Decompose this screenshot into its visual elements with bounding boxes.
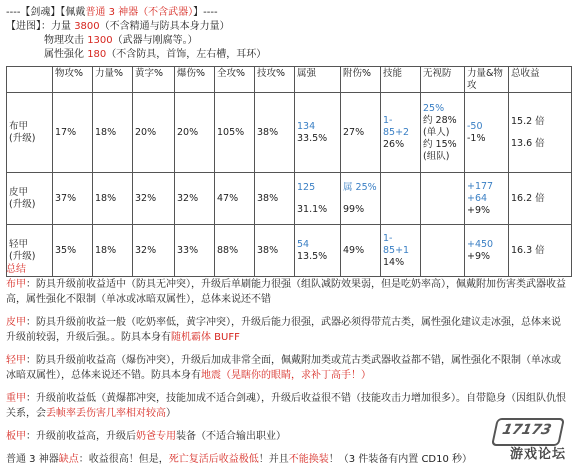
row-label <box>7 173 53 225</box>
watermark-text: 游戏论坛 <box>509 447 566 462</box>
row-label <box>7 93 53 173</box>
table-cell: 27% <box>341 93 381 173</box>
table-cell: 47% <box>215 173 255 225</box>
table-cell <box>421 173 465 225</box>
armor-label: 皮甲 <box>6 317 26 328</box>
row-label-sub: (升级) <box>9 132 36 144</box>
summary-text: ） <box>166 408 176 419</box>
row-label-name: 轻甲 <box>9 238 29 250</box>
watermark-logo-text: 17173 <box>500 422 553 438</box>
stat-element-note: （不含防具，首饰，左右槽，耳环） <box>106 49 267 60</box>
summary-highlight: 奶爸专用 <box>136 431 176 442</box>
cell-value: 14% <box>383 256 405 268</box>
armor-label: 轻甲 <box>6 355 26 366</box>
table-cell <box>465 93 509 173</box>
table-cell: 20% <box>175 93 215 173</box>
summary-text: ：防具升级前收益高（爆伤冲突），升级后加成非常全面，佩戴附加类或荒古类武器收益都不错，属性强化不限制（单冰或冰暗双属性），总体来说还不错。防具本身有 <box>6 355 561 381</box>
summary-section <box>6 262 566 467</box>
header-cell: 附伤% <box>341 67 381 93</box>
cell-value: 约 28% <box>423 114 457 126</box>
table-cell: 18% <box>93 225 133 277</box>
summary-title: 总结 <box>6 264 26 275</box>
row-label-name: 布甲 <box>9 120 29 132</box>
header-cell: 技能 <box>381 67 421 93</box>
table-cell: 38% <box>255 225 295 277</box>
stat-strength-line <box>6 20 230 33</box>
total-value: 15.2 倍 <box>511 115 545 127</box>
stat-element-line <box>44 48 266 61</box>
cell-value: (组队) <box>423 150 450 162</box>
summary-text: 装备（不适合输出职业） <box>176 431 286 442</box>
summary-highlight: 不能换装 <box>288 454 329 465</box>
table-cell: 33% <box>175 225 215 277</box>
cell-value: (单人) <box>423 126 450 138</box>
header-cell: 属强 <box>295 67 341 93</box>
header-cell: 物攻% <box>53 67 93 93</box>
stat-element-value: 180 <box>87 49 107 60</box>
cell-value: 约 15% <box>423 138 457 150</box>
stat-attack-note: （武器与刚腐等。） <box>112 35 198 46</box>
table-cell: 16.3 倍 <box>509 225 572 277</box>
header-cell: 力量&物攻 <box>465 67 509 93</box>
stat-element-label: 属性强化 <box>44 49 88 60</box>
summary-highlight: 缺点 <box>58 454 79 465</box>
total-value: 13.6 倍 <box>511 137 545 149</box>
cell-value: 99% <box>343 203 365 215</box>
title-suffix: 】---- <box>193 7 218 18</box>
summary-highlight: 随机霸体 BUFF <box>171 332 240 343</box>
watermark-logo <box>491 418 565 446</box>
summary-zhongjia <box>6 391 566 421</box>
header-cell: 总收益 <box>509 67 572 93</box>
header-cell: 黄字% <box>133 67 175 93</box>
table-cell <box>295 173 341 225</box>
summary-text: ：升级前收益低（黄爆都冲突，技能加成不适合剑魂），升级后收益很不错（技能攻击力增加很多）。自带隐身（因组队仇恨关系，会 <box>6 393 566 419</box>
summary-text: ：防具升级前收益适中（防具无冲突），升级后单刷能力很强（组队减防效果弱，但是吃奶率高），佩戴附加伤害类武器收益高，属性强化不限制（单冰或冰暗双属性），总体来说还不错 <box>6 279 566 305</box>
table-row <box>7 93 572 173</box>
cell-blue-value: -50 <box>467 120 483 132</box>
stat-attack-line <box>44 34 198 47</box>
table-cell <box>381 93 421 173</box>
table-cell: 88% <box>215 225 255 277</box>
table-cell: 37% <box>53 173 93 225</box>
summary-text: ：升级前收益高，升级后 <box>26 431 136 442</box>
table-cell: 38% <box>255 93 295 173</box>
cell-value: +9% <box>467 250 491 262</box>
cell-blue-value: 1-85+1 <box>383 232 410 256</box>
armor-comparison-table <box>6 66 572 277</box>
cell-value: 26% <box>383 138 405 150</box>
summary-pijia <box>6 315 566 345</box>
stat-strength-note: （不含精通与防具本身力量） <box>99 21 230 32</box>
header-cell: 力量% <box>93 67 133 93</box>
cell-blue-value: 1-85+2 <box>383 114 410 138</box>
table-cell <box>381 173 421 225</box>
cell-blue-value: +450 <box>467 238 494 250</box>
summary-text: 普通 3 神器 <box>6 454 59 465</box>
title-highlight: 普通 3 神器（不含武器） <box>85 7 194 18</box>
cell-blue-value: 134 <box>297 120 316 132</box>
summary-text: ：收益很高！但是， <box>78 454 169 465</box>
row-label-name: 皮甲 <box>9 186 29 198</box>
stat-strength-value: 3800 <box>74 21 100 32</box>
armor-label: 板甲 <box>6 431 26 442</box>
table-cell: 18% <box>93 173 133 225</box>
summary-highlight: 死亡复活后收益极低 <box>168 454 259 465</box>
stat-attack-value: 1300 <box>87 35 113 46</box>
row-label-sub: (升级) <box>9 198 36 210</box>
header-cell: 全攻% <box>215 67 255 93</box>
cell-value: 33.5% <box>297 132 328 144</box>
table-cell <box>465 173 509 225</box>
header-cell: 技攻% <box>255 67 295 93</box>
cell-value: 13.5% <box>297 250 328 262</box>
armor-label: 布甲 <box>6 279 26 290</box>
table-cell: 49% <box>341 225 381 277</box>
summary-text: ！（3 件装备有内置 CD10 秒） <box>328 454 473 465</box>
title-line <box>6 6 218 19</box>
row-label-sub: (升级) <box>9 250 36 262</box>
table-cell: 32% <box>133 225 175 277</box>
summary-bujia <box>6 277 566 307</box>
cell-value: -1% <box>467 132 486 144</box>
summary-banjia <box>6 429 566 444</box>
cell-blue-value: +64 <box>467 192 488 204</box>
title-prefix: ----【剑魂】【佩戴 <box>6 7 86 18</box>
table-header-row <box>7 67 572 93</box>
header-cell: 爆伤% <box>175 67 215 93</box>
armor-label: 重甲 <box>6 393 26 404</box>
cell-blue-value: 125 <box>297 181 316 193</box>
cell-value: 31.1% <box>297 203 328 215</box>
cell-value: +9% <box>467 204 491 216</box>
table-cell: 18% <box>93 93 133 173</box>
cell-blue-value: 54 <box>297 238 310 250</box>
header-cell: 无视防 <box>421 67 465 93</box>
table-cell: 20% <box>133 93 175 173</box>
cell-blue-value: 属 25% <box>343 181 377 193</box>
table-cell: 17% <box>53 93 93 173</box>
stat-attack-label: 物理攻击 <box>44 35 88 46</box>
table-cell <box>295 93 341 173</box>
table-cell: 38% <box>255 173 295 225</box>
table-row <box>7 173 572 225</box>
stat-strength-label: 【进图】：力量 <box>6 21 75 32</box>
summary-text: ：防具升级前收益一般（吃奶率低，黄字冲突），升级后能力很强，武器必须得带荒古类，属性强化建议走冰强，总体来说升级前较弱，升级后强。。防具本身有 <box>6 317 561 343</box>
cell-blue-value: 25% <box>423 102 445 114</box>
table-cell <box>341 173 381 225</box>
summary-text: ！并且 <box>258 454 289 465</box>
header-cell <box>7 67 53 93</box>
table-cell: 105% <box>215 93 255 173</box>
summary-final <box>6 452 566 467</box>
cell-blue-value: +177 <box>467 180 494 192</box>
site-watermark <box>494 418 572 462</box>
summary-highlight: 丢帧率丢伤害几率相对较高 <box>46 408 166 419</box>
summary-highlight: 地震（晃瞎你的眼睛，求补丁高手！） <box>201 370 371 381</box>
table-cell: 16.2 倍 <box>509 173 572 225</box>
table-cell <box>509 93 572 173</box>
table-cell: 32% <box>175 173 215 225</box>
summary-qingjia <box>6 353 566 383</box>
table-cell: 32% <box>133 173 175 225</box>
table-cell: 35% <box>53 225 93 277</box>
table-cell <box>421 93 465 173</box>
